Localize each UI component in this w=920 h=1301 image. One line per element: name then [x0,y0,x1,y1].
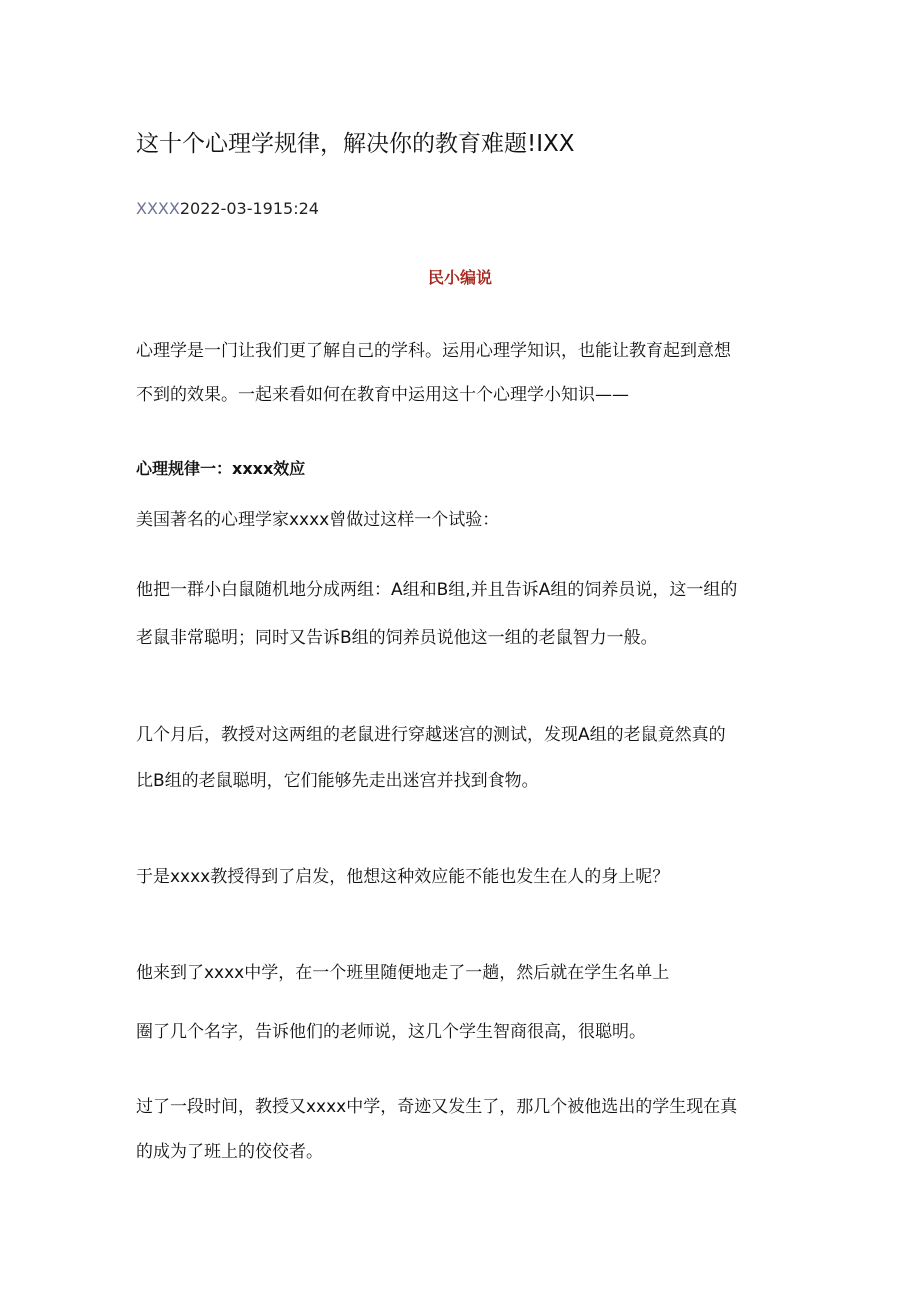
paragraph-line: 比B组的老鼠聪明，它们能够先走出迷宫并找到食物。 [136,771,539,791]
paragraph-line: 圈了几个名字，告诉他们的老师说，这几个学生智商很高，很聪明。 [136,1022,646,1042]
paragraph-line: 几个月后，教授对这两组的老鼠进行穿越迷宫的测试，发现A组的老鼠竟然真的 [136,725,726,745]
article-meta [136,198,319,220]
author-name: XXXX [136,199,180,218]
paragraph-line: 不到的效果。一起来看如何在教育中运用这十个心理学小知识—— [136,385,629,405]
paragraph-line: 他来到了xxxx中学，在一个班里随便地走了一趟，然后就在学生名单上 [136,963,670,983]
article-title: 这十个心理学规律，解决你的教育难题!IXX [136,131,575,157]
paragraph-line: 于是xxxx教授得到了启发，他想这种效应能不能也发生在人的身上呢？ [136,867,670,887]
paragraph-line: 美国著名的心理学家xxxx曾做过这样一个试验： [136,510,500,530]
paragraph-line: 过了一段时间，教授又xxxx中学，奇迹又发生了，那几个被他选出的学生现在真 [136,1097,738,1117]
paragraph-line: 老鼠非常聪明；同时又告诉B组的饲养员说他这一组的老鼠智力一般。 [136,628,658,648]
paragraph-line: 心理学是一门让我们更了解自己的学科。运用心理学知识，也能让教育起到意想 [136,341,731,361]
section-heading: 心理规律一：xxxx效应 [136,459,306,478]
paragraph-line: 的成为了班上的佼佼者。 [136,1142,323,1162]
paragraph-line: 他把一群小白鼠随机地分成两组：A组和B组,并且告诉A组的饲养员说，这一组的 [136,580,738,600]
editor-label: 民小编说 [427,268,492,287]
publish-time: 2022-03-1915:24 [179,199,319,218]
